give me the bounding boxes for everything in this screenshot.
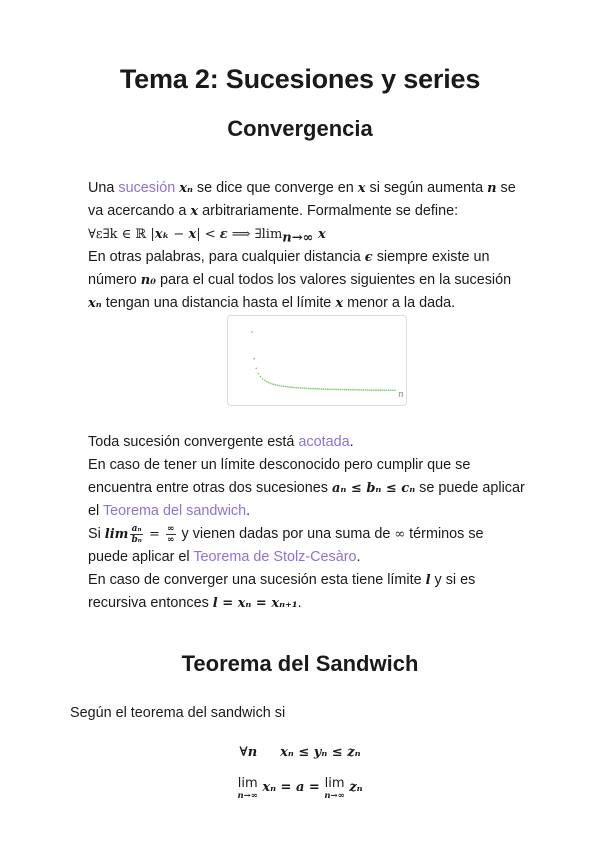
fraction-an-bn: $\frac{\text{aₙ}}{\text{bₙ}}$ [131, 523, 142, 545]
sequence-point [268, 382, 270, 384]
sequence-point [321, 388, 323, 390]
sequence-point [329, 388, 331, 390]
note-recursive-1: En caso de converger una sucesión esta tiene límite l y si es [88, 572, 476, 588]
convergence-definition [88, 177, 558, 315]
sequence-point [304, 387, 306, 389]
sequence-point [358, 389, 360, 391]
sequence-point [367, 389, 369, 391]
sequence-point [381, 389, 383, 391]
sequence-point [339, 389, 341, 391]
limit-right: lim n→∞ [324, 776, 345, 801]
note-sandwich-3: el Teorema del sandwich. [88, 503, 251, 519]
sequence-point [365, 389, 367, 391]
note-stolz-1: Si lim $\frac{\text{aₙ}}{\text{bₙ}}$ = $\frac{\infty}{\infty}$ y vienen dadas por una suma de ∞ términos se [88, 523, 484, 545]
sequence-point [308, 388, 310, 390]
sequence-point [327, 388, 329, 390]
sequence-point [289, 386, 291, 388]
note-stolz-2: puede aplicar el Teorema de Stolz-Cesàro. [88, 549, 361, 565]
sequence-point [274, 384, 276, 386]
sequence-point [335, 389, 337, 391]
note-sandwich-2: encuentra entre otras dos sucesiones aₙ ≤ bₙ ≤ cₙ se puede aplicar [88, 480, 525, 496]
axis-label-n: n [398, 390, 404, 400]
sequence-point [371, 389, 373, 391]
sequence-point [375, 389, 377, 391]
sequence-point [379, 389, 381, 391]
sequence-point [314, 388, 316, 390]
sequence-point [342, 389, 344, 391]
sequence-point [348, 389, 350, 391]
sequence-point [251, 331, 253, 333]
sequence-point [266, 381, 268, 383]
sequence-points [251, 331, 396, 391]
sequence-point [285, 386, 287, 388]
sandwich-intro: Según el teorema del sandwich si [70, 705, 286, 721]
section-heading-convergencia: Convergencia [227, 116, 373, 141]
sequence-point [262, 378, 264, 380]
sequence-point [291, 386, 293, 388]
sequence-point [293, 387, 295, 389]
sequence-point [356, 389, 358, 391]
sequence-point [312, 388, 314, 390]
sequence-point [333, 389, 335, 391]
section-heading-teorema-sandwich: Teorema del Sandwich [181, 651, 419, 676]
sequence-point [310, 388, 312, 390]
note-acotada: Toda sucesión convergente está acotada. [88, 434, 354, 450]
sequence-point [253, 358, 255, 360]
convergence-notes [88, 431, 558, 615]
sequence-point [279, 385, 281, 387]
def-line-4: número n₀ para el cual todos los valores siguientes en la sucesión [88, 272, 512, 288]
page-title: Tema 2: Sucesiones y series [119, 64, 481, 94]
sequence-point [392, 389, 394, 391]
sequence-point [352, 389, 354, 391]
sequence-point [260, 376, 262, 378]
sequence-point [337, 389, 339, 391]
sequence-point [276, 384, 278, 386]
sequence-point [264, 380, 266, 382]
convergence-plot [228, 316, 408, 407]
sequence-point [287, 386, 289, 388]
def-line-3: En otras palabras, para cualquier distancia ϵ siempre existe un [88, 249, 490, 265]
sequence-point [369, 389, 371, 391]
sequence-point [354, 389, 356, 391]
sequence-point [270, 383, 272, 385]
sequence-point [384, 389, 386, 391]
sequence-point [373, 389, 375, 391]
sequence-point [283, 385, 285, 387]
sequence-point [323, 388, 325, 390]
sequence-point [297, 387, 299, 389]
sequence-point [350, 389, 352, 391]
sequence-point [306, 388, 308, 390]
sequence-point [302, 387, 304, 389]
note-sandwich-1: En caso de tener un límite desconocido pero cumplir que se [88, 457, 471, 473]
sequence-point [318, 388, 320, 390]
sequence-point [255, 368, 257, 370]
note-recursive-2: recursiva entonces l = xₙ = xₙ₊₁. [88, 595, 302, 611]
link-teorema-sandwich[interactable]: Teorema del sandwich [102, 503, 247, 519]
sequence-point [300, 387, 302, 389]
sandwich-condition-formula: ∀n xₙ ≤ yₙ ≤ zₙ [239, 745, 361, 760]
sequence-point [325, 388, 327, 390]
def-line-2: va acercando a x arbitrariamente. Formalmente se define: [88, 203, 459, 219]
sequence-point [316, 388, 318, 390]
sequence-point [346, 389, 348, 391]
def-line-5: xₙ tengan una distancia hasta el límite x menor a la dada. [88, 295, 456, 311]
sequence-point [258, 373, 260, 375]
link-teorema-stolz[interactable]: Teorema de Stolz-Cesàro [193, 549, 357, 565]
sequence-point [377, 389, 379, 391]
sequence-point [390, 389, 392, 391]
sequence-point [344, 389, 346, 391]
def-line-1: Una sucesión xₙ se dice que converge en x si según aumenta n se [88, 180, 516, 196]
sequence-point [272, 383, 274, 385]
sequence-point [281, 385, 283, 387]
sequence-point [394, 390, 396, 392]
sequence-point [388, 389, 390, 391]
convergence-figure [227, 315, 407, 406]
symbol-xn: xₙ [179, 181, 193, 196]
formal-definition-formula: ∀ε∃k ∈ ℝ |xₖ − x| < ε ⟹ $\exists\lim_{n\to\infty}$ x [88, 227, 326, 246]
sequence-point [360, 389, 362, 391]
fraction-inf-inf: $\frac{\infty}{\infty}$ [167, 523, 175, 545]
sandwich-limit-formula: lim n→∞ xₙ = a = lim n→∞ zₙ [237, 776, 363, 801]
sequence-point [331, 388, 333, 390]
limit-left: lim n→∞ [237, 776, 258, 801]
sequence-point [363, 389, 365, 391]
sequence-point [386, 389, 388, 391]
link-acotada[interactable]: acotada [298, 434, 350, 450]
sequence-point [295, 387, 297, 389]
link-sucesion[interactable]: sucesión [118, 180, 176, 196]
